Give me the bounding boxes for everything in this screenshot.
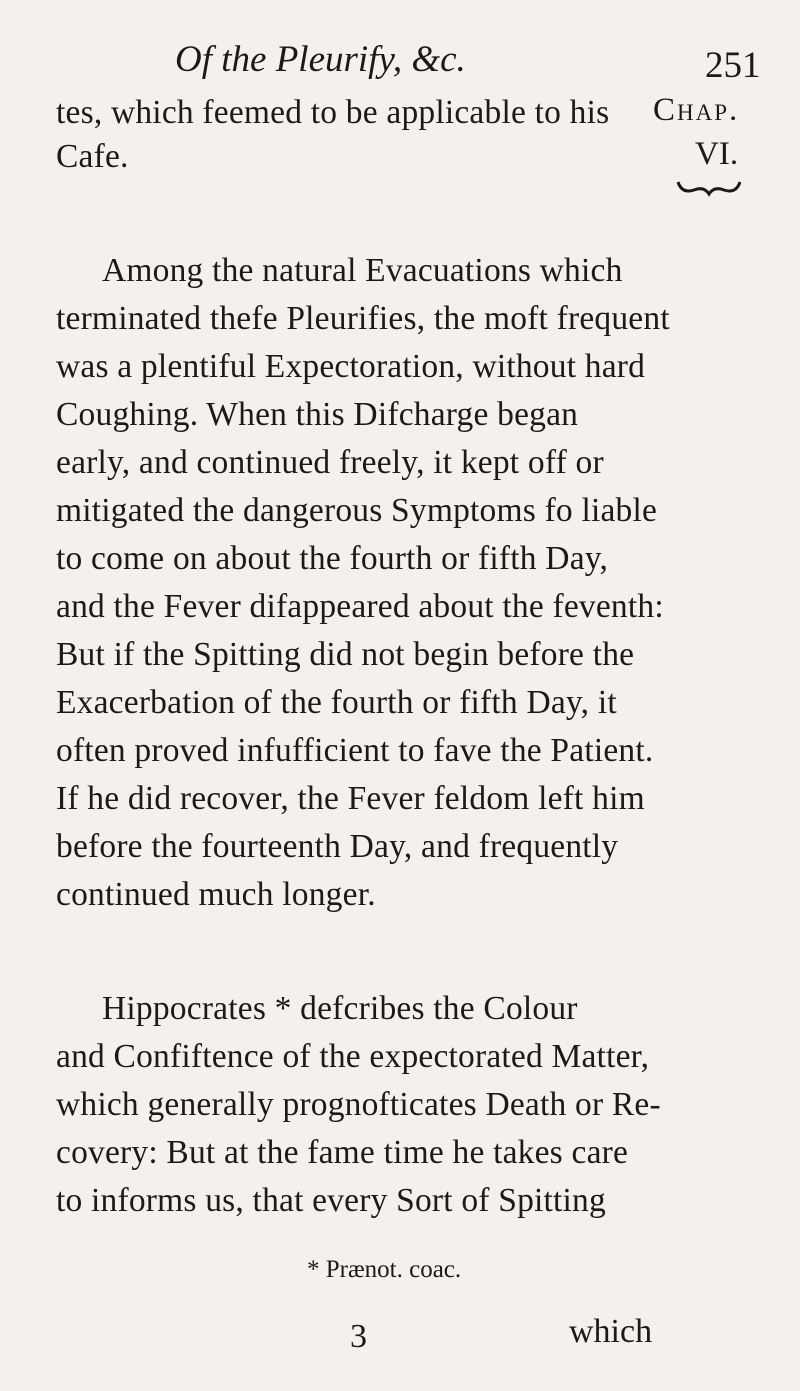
footnote: * Prænot. coac. — [307, 1256, 462, 1283]
text-line: But if the Spitting did not begin before the — [56, 636, 635, 673]
text-line: which generally prognofticates Death or Re- — [56, 1086, 661, 1123]
text-line: was a plentiful Expectoration, without hard — [56, 348, 646, 385]
text-line: early, and continued freely, it kept off or — [56, 444, 604, 481]
text-line: covery: But at the fame time he takes care — [56, 1134, 629, 1171]
text-line: before the fourteenth Day, and frequently — [56, 828, 619, 865]
text-line: tes, which feemed to be applicable to his — [56, 94, 610, 131]
catchword: which — [569, 1313, 653, 1350]
text-line: Exacerbation of the fourth or fifth Day, it — [56, 684, 617, 721]
text-line: continued much longer. — [56, 876, 376, 913]
brace-ornament-icon — [676, 178, 742, 198]
text-line: to come on about the fourth or fifth Day, — [56, 540, 609, 577]
text-line: often proved infufficient to fave the Patient. — [56, 732, 654, 769]
running-title: Of the Pleurify, &c. — [175, 39, 466, 80]
text-line: terminated thefe Pleurifies, the moft frequent — [56, 300, 670, 337]
text-line: If he did recover, the Fever feldom left him — [56, 780, 645, 817]
text-line: Among the natural Evacuations which — [102, 252, 623, 289]
text-line: mitigated the dangerous Symptoms fo liable — [56, 492, 658, 529]
chapter-number: VI. — [695, 136, 739, 172]
signature-mark: 3 — [350, 1318, 367, 1355]
text-line: to informs us, that every Sort of Spitting — [56, 1182, 606, 1219]
text-line: Coughing. When this Difcharge began — [56, 396, 579, 433]
text-line: Cafe. — [56, 138, 129, 175]
chapter-label: Chap. — [653, 92, 740, 128]
text-line: Hippocrates * defcribes the Colour — [102, 990, 578, 1027]
text-line: and the Fever difappeared about the feventh: — [56, 588, 664, 625]
page-number: 251 — [705, 45, 761, 86]
text-line: and Confiftence of the expectorated Matter, — [56, 1038, 650, 1075]
